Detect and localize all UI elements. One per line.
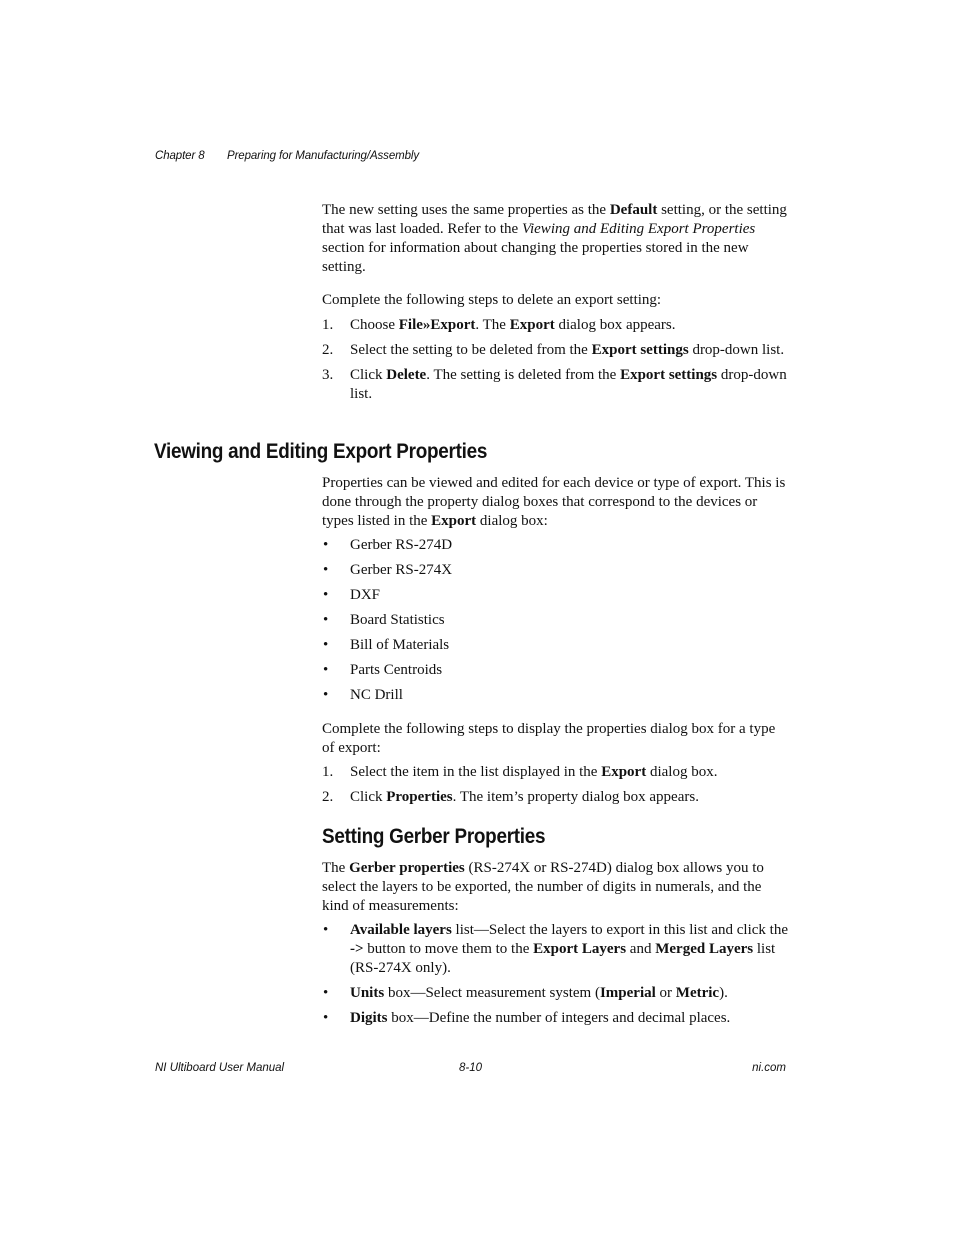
bold-term: Delete bbox=[386, 367, 427, 383]
text: box—Select measurement system ( bbox=[384, 985, 600, 1001]
text: setting, or the setting that was last loaded. Refer to the bbox=[322, 202, 787, 237]
text: The new setting uses the same properties as the bbox=[322, 202, 610, 218]
text: dialog box appears. bbox=[554, 317, 676, 333]
list-item bbox=[322, 788, 788, 807]
list-item bbox=[322, 611, 788, 630]
list-item bbox=[322, 921, 788, 978]
gerber-options-list bbox=[322, 921, 788, 1034]
text: drop-down list. bbox=[350, 367, 787, 402]
bullet: • bbox=[323, 985, 329, 1001]
item-label: Parts Centroids bbox=[350, 662, 443, 678]
subsection-heading: Setting Gerber Properties bbox=[322, 825, 546, 848]
delete-steps-intro: Complete the following steps to delete an export setting: bbox=[322, 292, 662, 308]
intro-paragraph bbox=[322, 201, 788, 277]
list-item bbox=[322, 984, 788, 1003]
bold-term: Export bbox=[509, 317, 555, 333]
step-number: 3. bbox=[322, 367, 334, 383]
bullet: • bbox=[323, 922, 329, 938]
properties-steps-list bbox=[322, 763, 788, 813]
list-item bbox=[322, 586, 788, 605]
bold-term: Properties bbox=[386, 789, 453, 805]
item-label: Gerber RS-274X bbox=[350, 562, 453, 578]
bold-term: Merged Layers bbox=[655, 941, 754, 957]
text: Click bbox=[350, 367, 387, 383]
text: list (RS-274X only). bbox=[350, 941, 776, 976]
bullet: • bbox=[323, 637, 329, 653]
step-number: 2. bbox=[322, 789, 334, 805]
list-item bbox=[322, 536, 788, 555]
bold-term: Metric bbox=[675, 985, 720, 1001]
text: dialog box: bbox=[476, 513, 548, 529]
text: The bbox=[322, 860, 350, 876]
text: and bbox=[626, 941, 656, 957]
item-label: DXF bbox=[350, 587, 381, 603]
section-reference: Viewing and Editing Export Properties bbox=[521, 221, 756, 237]
bullet: • bbox=[323, 687, 329, 703]
step-number: 1. bbox=[322, 317, 334, 333]
text: button to move them to the bbox=[363, 941, 534, 957]
text: section for information about changing the properties stored in the new setting. bbox=[322, 240, 749, 275]
item-label: NC Drill bbox=[350, 687, 403, 703]
running-header bbox=[155, 150, 419, 162]
text: Select the setting to be deleted from the bbox=[350, 342, 592, 358]
item-label: Bill of Materials bbox=[350, 637, 450, 653]
export-types-list bbox=[322, 536, 788, 711]
section1-steps-intro: Complete the following steps to display the properties dialog box for a type of export: bbox=[322, 721, 776, 756]
delete-steps-list bbox=[322, 316, 788, 410]
text: box—Define the number of integers and decimal places. bbox=[387, 1010, 731, 1026]
bullet: • bbox=[323, 587, 329, 603]
text: (RS-274X or RS-274D) dialog box allows you to select the layers to be exported, the number of digits in numerals, and the kind of measurements: bbox=[322, 860, 764, 914]
menu-path: File»Export bbox=[398, 317, 476, 333]
item-label: Board Statistics bbox=[350, 612, 445, 628]
text: Properties can be viewed and edited for each device or type of export. This is done through the property dialog boxes that correspond to the devices or types listed in the bbox=[322, 475, 786, 529]
text: . The setting is deleted from the bbox=[426, 367, 621, 383]
text: Click bbox=[350, 789, 387, 805]
bold-term: Default bbox=[609, 202, 658, 218]
section1-paragraph bbox=[322, 474, 788, 531]
footer-website: ni.com bbox=[752, 1062, 786, 1074]
footer-manual-title: NI Ultiboard User Manual bbox=[155, 1062, 285, 1074]
list-item bbox=[322, 341, 788, 360]
text: . The item’s property dialog box appears. bbox=[452, 789, 699, 805]
bold-term: Available layers bbox=[350, 922, 452, 938]
text: Choose bbox=[350, 317, 399, 333]
bullet: • bbox=[323, 537, 329, 553]
bold-term: Export bbox=[601, 764, 647, 780]
text: ). bbox=[719, 985, 728, 1001]
list-item bbox=[322, 316, 788, 335]
bullet: • bbox=[323, 662, 329, 678]
text: list—Select the layers to export in this list and click the bbox=[451, 922, 788, 938]
bold-term: Export bbox=[431, 513, 477, 529]
bold-term: -> bbox=[350, 941, 364, 957]
list-item bbox=[322, 366, 788, 404]
chapter-label: Chapter 8 bbox=[155, 150, 205, 162]
bold-term: Units bbox=[350, 985, 385, 1001]
text: dialog box. bbox=[646, 764, 718, 780]
text: drop-down list. bbox=[688, 342, 785, 358]
bold-term: Export Layers bbox=[533, 941, 627, 957]
step-number: 2. bbox=[322, 342, 334, 358]
bullet: • bbox=[323, 1010, 329, 1026]
list-item bbox=[322, 763, 788, 782]
chapter-title: Preparing for Manufacturing/Assembly bbox=[227, 150, 419, 162]
bullet: • bbox=[323, 612, 329, 628]
text: or bbox=[655, 985, 676, 1001]
list-item bbox=[322, 686, 788, 705]
text: . The bbox=[475, 317, 510, 333]
bullet: • bbox=[323, 562, 329, 578]
list-item bbox=[322, 661, 788, 680]
bold-term: Export settings bbox=[620, 367, 718, 383]
bold-term: Gerber properties bbox=[349, 860, 465, 876]
section-heading: Viewing and Editing Export Properties bbox=[154, 440, 488, 463]
text: Select the item in the list displayed in the bbox=[350, 764, 602, 780]
list-item bbox=[322, 1009, 788, 1028]
section2-paragraph bbox=[322, 859, 788, 916]
bold-term: Export settings bbox=[591, 342, 689, 358]
list-item bbox=[322, 636, 788, 655]
bold-term: Imperial bbox=[599, 985, 656, 1001]
footer-page-number: 8-10 bbox=[459, 1062, 483, 1074]
list-item bbox=[322, 561, 788, 580]
bold-term: Digits bbox=[350, 1010, 388, 1026]
item-label: Gerber RS-274D bbox=[350, 537, 453, 553]
step-number: 1. bbox=[322, 764, 334, 780]
